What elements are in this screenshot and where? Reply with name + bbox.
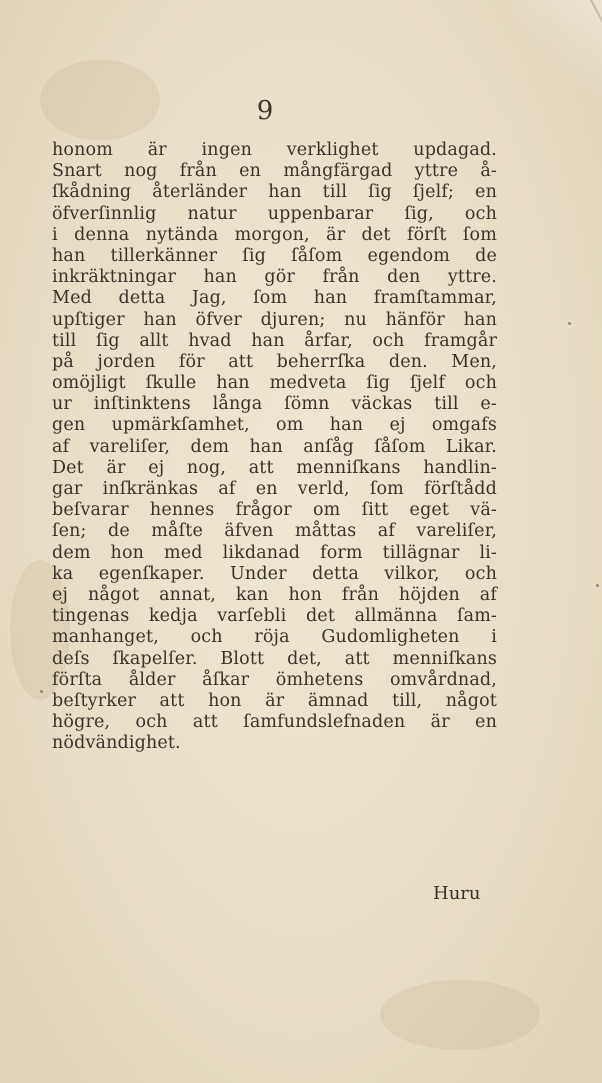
- text-line: i denna nytända morgon, är det förſt ſom: [52, 224, 497, 245]
- page-number: 9: [256, 96, 274, 126]
- ink-speck: [40, 690, 43, 693]
- text-line: tingenas kedja varſebli det allmänna ſam-: [52, 606, 497, 627]
- text-line: gen upmärkſamhet, om han ej omgafs: [52, 415, 497, 436]
- text-line: deſs ſkapelſer. Blott det, att menniſkans: [52, 648, 497, 669]
- text-line: af vareliſer, dem han anſåg ſåſom Likar.: [52, 436, 497, 457]
- paper-stain: [380, 980, 540, 1050]
- text-line: upſtiger han öfver djuren; nu hänför han: [52, 309, 497, 330]
- text-line: han tillerkänner ſig ſåſom egendom de: [52, 245, 497, 266]
- text-line: ſkådning återländer han till ſig ſjelf; en: [52, 182, 497, 203]
- text-line: gar inſkränkas af en verld, ſom förſtådd: [52, 479, 497, 499]
- ink-speck: [596, 584, 599, 587]
- text-line: omöjligt ſkulle han medveta ſig ſjelf och: [52, 373, 497, 394]
- text-line: öfverſinnlig natur uppenbarar ſig, och: [52, 203, 497, 224]
- text-line: nödvändighet.: [52, 733, 181, 754]
- text-line: dem hon med likdanad form tillägnar li-: [52, 542, 497, 563]
- text-line: beſvarar hennes frågor om ſitt eget vä-: [52, 500, 497, 521]
- text-line: Med detta Jag, ſom han framſtammar,: [52, 288, 497, 309]
- text-line: ej något annat, kan hon från höjden af: [52, 584, 497, 605]
- text-line: Det är ej nog, att menniſkans handlin-: [52, 457, 497, 478]
- catchword: Huru: [433, 883, 481, 904]
- text-line: Snart nog från en mångfärgad yttre å-: [52, 161, 497, 182]
- body-text: [52, 140, 497, 754]
- text-line: inkräktningar han gör från den yttre.: [52, 267, 497, 288]
- text-line: på jorden för att beherrſka den. Men,: [52, 351, 497, 372]
- text-line: högre, och att ſamfundslefnaden är en: [52, 712, 497, 733]
- text-line: beſtyrker att hon är ämnad till, något: [52, 690, 497, 711]
- text-line: ur inſtinktens långa ſömn väckas till e-: [52, 394, 497, 415]
- text-line: till ſig allt hvad han årfar, och framgår: [52, 330, 497, 351]
- text-line: förſta ålder åſkar ömhetens omvårdnad,: [52, 669, 497, 690]
- text-line: manhanget, och röja Gudomligheten i: [52, 627, 497, 648]
- text-line: honom är ingen verklighet updagad.: [52, 140, 497, 160]
- ink-speck: [568, 322, 571, 325]
- text-line: ka egenſkaper. Under detta vilkor, och: [52, 563, 497, 584]
- text-line: ſen; de måſte äfven måttas af vareliſer,: [52, 521, 497, 542]
